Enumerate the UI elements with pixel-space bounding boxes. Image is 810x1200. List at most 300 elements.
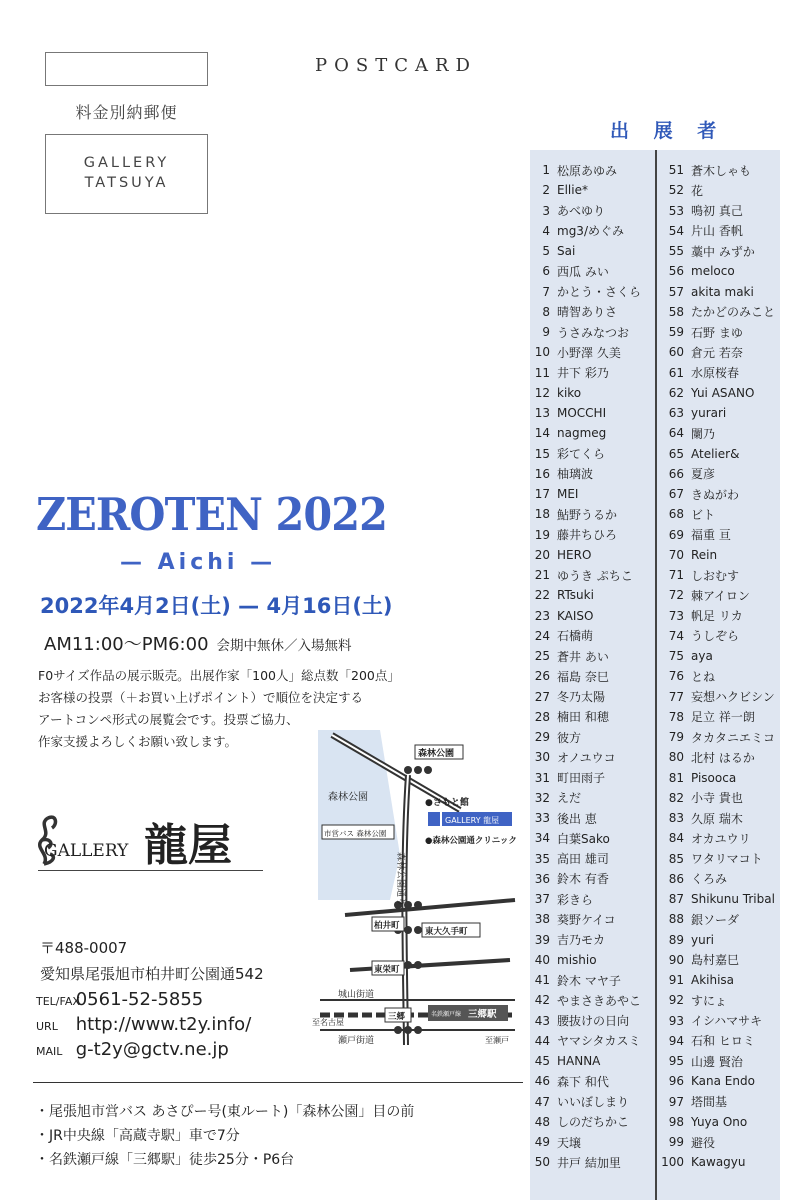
exhibitor-number: 76 [668, 669, 684, 684]
signal-dot [404, 1026, 412, 1034]
exhibitor-name: 島村嘉巳 [691, 953, 740, 968]
address-block [40, 935, 264, 987]
exhibitor-number: 26 [534, 669, 550, 684]
exhibitor-row [658, 747, 793, 767]
exhibitor-number: 42 [534, 993, 550, 1008]
exhibitor-name: うさみなつお [557, 325, 630, 340]
logo-text: GALLERY [44, 841, 129, 861]
exhibitor-name: 蒼木しゃも [691, 163, 752, 178]
exhibitor-number: 90 [668, 952, 684, 967]
exhibitor-row [530, 950, 655, 970]
exhibitor-number: 62 [668, 385, 684, 400]
access-divider [33, 1082, 523, 1083]
exhibitor-number: 4 [542, 223, 550, 238]
exhibitor-number: 73 [668, 608, 684, 623]
exhibitor-number: 50 [534, 1155, 550, 1170]
exhibitor-number: 91 [668, 973, 684, 988]
exhibitor-name: 町田雨子 [557, 771, 606, 786]
exhibitor-number: 20 [534, 547, 550, 562]
exhibitor-row [658, 707, 793, 727]
exhibitor-number: 14 [534, 426, 550, 441]
map-gallery-label: GALLERY 龍屋 [445, 816, 500, 825]
exhibitor-row [530, 504, 655, 524]
exhibitor-name: yurari [691, 406, 727, 421]
exhibitor-row [530, 302, 655, 322]
exhibitor-name: 小寺 貴也 [691, 791, 743, 806]
signal-dot [394, 1026, 402, 1034]
exhibitor-row [658, 282, 793, 302]
exhibitor-number: 41 [534, 973, 550, 988]
url-label: URL [36, 1020, 58, 1033]
exhibitor-number: 85 [668, 851, 684, 866]
exhibitor-row [530, 707, 655, 727]
exhibitor-row [530, 403, 655, 423]
exhibitor-row [658, 464, 793, 484]
exhibitor-number: 57 [668, 284, 684, 299]
exhibitor-number: 35 [534, 851, 550, 866]
exhibitor-row [530, 990, 655, 1010]
exhibitor-row [658, 261, 793, 281]
exhibitor-row [530, 828, 655, 848]
event-dates: 2022年4月2日(土) — 4月16日(土) [40, 594, 393, 618]
exhibitor-row [530, 909, 655, 929]
exhibitor-name: 夏彦 [691, 467, 716, 482]
exhibitor-number: 78 [668, 709, 684, 724]
exhibitor-name: 藁中 みずか [691, 244, 755, 259]
exhibitor-number: 66 [668, 466, 684, 481]
exhibitor-number: 84 [668, 831, 684, 846]
signal-dot [414, 926, 422, 934]
exhibitor-number: 29 [534, 730, 550, 745]
exhibitor-name: 高田 雄司 [557, 852, 609, 867]
exhibitor-number: 79 [668, 730, 684, 745]
exhibitor-row [530, 1031, 655, 1051]
exhibitor-row [530, 525, 655, 545]
exhibitor-number: 44 [534, 1033, 550, 1048]
exhibitor-name: とね [691, 669, 716, 684]
exhibitor-number: 64 [668, 426, 684, 441]
exhibitor-number: 55 [668, 244, 684, 259]
exhibitor-name: 吉乃モカ [557, 933, 606, 948]
exhibitor-row [530, 1011, 655, 1031]
exhibitor-number: 3 [542, 203, 550, 218]
exhibitor-row [658, 727, 793, 747]
exhibitor-name: タカタニエミコ [691, 730, 776, 745]
map-bus-stop: 市営バス 森林公園 [324, 829, 387, 838]
signal-dot [414, 766, 422, 774]
exhibitor-row [658, 241, 793, 261]
exhibitor-number: 7 [542, 284, 550, 299]
logo-underline [38, 870, 263, 871]
exhibitor-name: kiko [557, 385, 582, 400]
exhibitor-name: 小野澤 久美 [557, 345, 621, 360]
exhibitor-name: 天壌 [557, 1135, 582, 1150]
exhibitor-number: 24 [534, 628, 550, 643]
exhibitor-row [658, 930, 793, 950]
exhibitor-number: 13 [534, 406, 550, 421]
event-subtitle: — Aichi — [120, 550, 277, 575]
exhibitor-name: 銀ソーダ [691, 912, 740, 927]
exhibitor-number: 60 [668, 345, 684, 360]
tel-number: 0561-52-5855 [75, 989, 204, 1010]
map-park-label: 森林公園 [328, 792, 368, 803]
access-line: ・JR中央線「高蔵寺駅」車で7分 [35, 1128, 240, 1144]
exhibitor-name: きぬがわ [691, 487, 740, 502]
exhibitor-row [658, 585, 793, 605]
exhibitor-number: 59 [668, 325, 684, 340]
exhibitor-number: 56 [668, 264, 684, 279]
exhibitor-name: Akihisa [691, 973, 735, 988]
exhibitor-name: 葵野ケイコ [557, 912, 616, 927]
exhibitor-name: イシハマサキ [691, 1014, 763, 1029]
exhibitor-row [530, 606, 655, 626]
exhibitor-row [658, 849, 793, 869]
exhibitor-name: 避役 [691, 1135, 716, 1150]
exhibitor-row [658, 788, 793, 808]
exhibitor-row [530, 646, 655, 666]
exhibitor-number: 100 [661, 1155, 684, 1170]
exhibitor-name: 倉元 若奈 [691, 345, 743, 360]
exhibitor-number: 54 [668, 223, 684, 238]
exhibitor-number: 65 [668, 446, 684, 461]
exhibitor-number: 2 [542, 183, 550, 198]
exhibitor-row [658, 322, 793, 342]
access-line: ・名鉄瀬戸線「三郷駅」徒歩25分・P6台 [35, 1152, 295, 1168]
exhibitor-name: Pisooca [691, 770, 737, 785]
exhibitor-number: 88 [668, 912, 684, 927]
exhibitor-number: 67 [668, 487, 684, 502]
exhibitor-number: 46 [534, 1074, 550, 1089]
exhibitor-name: 井戸 結加里 [557, 1155, 621, 1170]
exhibitor-row [530, 626, 655, 646]
exhibitor-row [658, 383, 793, 403]
exhibitor-row [658, 666, 793, 686]
exhibitors-column-1 [530, 160, 655, 1173]
exhibitor-number: 93 [668, 1013, 684, 1028]
exhibitor-row [658, 1051, 793, 1071]
exhibitor-name: KAISO [557, 608, 594, 623]
exhibitor-number: 87 [668, 892, 684, 907]
event-hours [44, 630, 352, 656]
exhibitor-name: 北村 はるか [691, 750, 755, 765]
exhibitor-name: あべゆり [557, 204, 606, 219]
street-address: 愛知県尾張旭市柏井町公園通542 [40, 965, 264, 983]
exhibitor-row [658, 201, 793, 221]
exhibitor-row [658, 970, 793, 990]
postage-label: 料金別納郵便 [75, 103, 178, 122]
exhibitor-number: 43 [534, 1013, 550, 1028]
exhibitor-row [530, 565, 655, 585]
exhibitor-row [530, 889, 655, 909]
exhibitor-number: 61 [668, 365, 684, 380]
map-seto-kaido: 瀬戸街道 [338, 1036, 375, 1046]
exhibitor-name: くろみ [691, 872, 728, 887]
exhibitor-row [530, 423, 655, 443]
signal-dot [414, 901, 422, 909]
signal-dot [414, 961, 422, 969]
exhibitor-name: Yui ASANO [691, 385, 755, 400]
exhibitor-row [530, 687, 655, 707]
exhibitor-number: 63 [668, 406, 684, 421]
signal-dot [404, 766, 412, 774]
exhibitor-name: 腰抜けの日向 [557, 1014, 630, 1029]
map-to-seto: 至瀬戸 [485, 1036, 509, 1045]
map-kashiwai: 柏井町 [374, 921, 400, 931]
exhibitor-name: meloco [691, 264, 735, 279]
exhibitor-number: 97 [668, 1094, 684, 1109]
exhibitor-name: 闌乃 [691, 426, 716, 441]
exhibitor-name: オカユウリ [691, 831, 751, 846]
exhibitor-row [530, 869, 655, 889]
exhibitor-name: yuri [691, 932, 714, 947]
exhibitor-number: 99 [668, 1135, 684, 1150]
exhibitor-name: 花 [691, 183, 704, 198]
exhibitor-row [530, 666, 655, 686]
exhibitor-row [530, 464, 655, 484]
exhibitor-row [530, 160, 655, 180]
map-meitetsu: 名鉄瀬戸線 [431, 1011, 462, 1018]
exhibitor-row [658, 565, 793, 585]
exhibitor-row [658, 363, 793, 383]
exhibitor-row [530, 1071, 655, 1091]
exhibitor-row [530, 180, 655, 200]
exhibitor-number: 11 [534, 365, 550, 380]
exhibitor-name: MOCCHI [557, 406, 607, 421]
access-line: ・尾張旭市営バス あさぴー号(東ルート)「森林公園」目の前 [35, 1104, 415, 1120]
exhibitor-row [530, 545, 655, 565]
gallery-logo [36, 810, 266, 870]
exhibitor-name: 井下 彩乃 [557, 366, 609, 381]
exhibitor-name: やまさきあやこ [557, 993, 642, 1008]
exhibitor-name: 久原 瑞木 [691, 811, 743, 826]
exhibitor-row [658, 828, 793, 848]
access-map [310, 725, 525, 1055]
exhibitor-name: Sai [557, 244, 576, 259]
exhibitor-row [658, 1132, 793, 1152]
exhibitor-number: 72 [668, 588, 684, 603]
exhibitor-name: HERO [557, 547, 592, 562]
exhibitor-name: 鈴木 有香 [557, 872, 609, 887]
exhibitor-name: 彼方 [557, 730, 582, 745]
exhibitor-number: 95 [668, 1054, 684, 1069]
logo-kanji: 龍屋 [144, 820, 232, 870]
exhibitor-row [658, 1092, 793, 1112]
exhibitor-row [658, 221, 793, 241]
exhibitor-number: 70 [668, 547, 684, 562]
exhibitor-row [530, 727, 655, 747]
exhibitor-number: 75 [668, 649, 684, 664]
exhibitor-number: 19 [534, 527, 550, 542]
map-sakamotokan: ●さもと館 [425, 798, 469, 808]
signal-dot [404, 961, 412, 969]
exhibitor-name: 藤井ちひろ [557, 528, 618, 543]
stamp-box [45, 52, 208, 86]
exhibitor-row [658, 1031, 793, 1051]
exhibitor-name: 棘アイロン [691, 588, 750, 603]
exhibitor-name: 石橋萌 [557, 629, 594, 644]
exhibitor-number: 25 [534, 649, 550, 664]
exhibitor-name: mishio [557, 952, 597, 967]
exhibitor-name: Yuya Ono [691, 1114, 748, 1129]
park-area [318, 730, 400, 900]
exhibitor-row [658, 484, 793, 504]
exhibitor-number: 30 [534, 750, 550, 765]
exhibitor-name: 柚璃波 [557, 467, 594, 482]
exhibitor-number: 86 [668, 871, 684, 886]
exhibitor-number: 18 [534, 507, 550, 522]
exhibitor-number: 74 [668, 628, 684, 643]
exhibitor-name: mg3/めぐみ [557, 224, 624, 239]
exhibitor-row [658, 889, 793, 909]
exhibitor-name: Kawagyu [691, 1155, 746, 1170]
exhibitor-name: 後出 恵 [557, 811, 597, 826]
exhibitor-name: Shikunu Tribal [691, 892, 775, 907]
signal-dot [404, 926, 412, 934]
exhibitor-row [658, 909, 793, 929]
exhibitor-number: 71 [668, 568, 684, 583]
exhibitor-name: 冬乃太陽 [557, 690, 606, 705]
map-station: 三郷駅 [468, 1009, 497, 1020]
exhibitor-name: えだ [557, 791, 582, 806]
exhibitor-row [658, 423, 793, 443]
signal-dot [424, 766, 432, 774]
email-link[interactable]: g-t2y@gctv.ne.jp [75, 1039, 229, 1060]
exhibitor-number: 39 [534, 932, 550, 947]
exhibitor-name: 水原桜春 [691, 366, 740, 381]
exhibitor-name: 帆足 リカ [691, 609, 743, 624]
exhibitor-row [530, 747, 655, 767]
description-line: F0サイズ作品の展示販売。出展作家「100人」総点数「200点」 [38, 668, 400, 683]
exhibitor-row [658, 504, 793, 524]
exhibitor-number: 49 [534, 1135, 550, 1150]
exhibitor-number: 94 [668, 1033, 684, 1048]
exhibitor-number: 27 [534, 689, 550, 704]
exhibitor-number: 51 [668, 163, 684, 178]
exhibitor-name: 鈴木 マヤ子 [557, 973, 621, 988]
exhibitor-name: 片山 香帆 [691, 224, 743, 239]
website-link[interactable]: http://www.t2y.info/ [75, 1014, 252, 1035]
exhibitor-name: 楠田 和穂 [557, 710, 609, 725]
exhibitor-row [658, 990, 793, 1010]
exhibitor-row [658, 1071, 793, 1091]
exhibitor-name: たかどのみこと [691, 305, 776, 320]
exhibitor-row [658, 626, 793, 646]
exhibitor-name: 白葉Sako [557, 831, 610, 846]
exhibitor-name: ヤマシタカスミ [557, 1034, 641, 1049]
event-title: ZEROTEN 2022 [36, 488, 388, 541]
exhibitor-name: 彩てくら [557, 447, 606, 462]
exhibitor-name: Kana Endo [691, 1074, 755, 1089]
exhibitor-name: いいぼしまり [557, 1095, 630, 1110]
exhibitor-row [530, 930, 655, 950]
exhibitors-heading: 出 展 者 [610, 120, 726, 142]
exhibitor-name: しのだちかこ [557, 1115, 630, 1130]
exhibitor-row [530, 808, 655, 828]
exhibitor-row [530, 1051, 655, 1071]
opening-hours: AM11:00〜PM6:00 [44, 634, 209, 655]
exhibitor-row [530, 1112, 655, 1132]
access-info [35, 1100, 414, 1172]
exhibitors-column-2 [658, 160, 793, 1173]
exhibitor-name: akita maki [691, 284, 754, 299]
exhibitor-name: 福重 亘 [691, 528, 731, 543]
exhibitor-row [530, 261, 655, 281]
exhibitor-number: 34 [534, 831, 550, 846]
exhibitor-number: 21 [534, 568, 550, 583]
exhibitor-name: ゆうき ぷちこ [557, 568, 633, 583]
exhibitor-name: 山邊 賢治 [691, 1054, 743, 1069]
exhibitor-number: 80 [668, 750, 684, 765]
exhibitor-number: 89 [668, 932, 684, 947]
exhibitor-row [530, 970, 655, 990]
exhibitor-number: 83 [668, 811, 684, 826]
exhibitor-name: 蒼井 あい [557, 649, 609, 664]
exhibitor-number: 1 [542, 163, 550, 178]
road-kashiwai [345, 900, 515, 915]
exhibitor-row [530, 768, 655, 788]
exhibitor-name: 鳴初 真己 [691, 204, 743, 219]
exhibitor-row [530, 363, 655, 383]
exhibitor-row [530, 1132, 655, 1152]
exhibitor-row [530, 241, 655, 261]
exhibitor-name: 塔間基 [691, 1095, 728, 1110]
exhibitor-number: 81 [668, 770, 684, 785]
exhibitor-row [530, 585, 655, 605]
exhibitor-number: 38 [534, 912, 550, 927]
exhibitor-name: Rein [691, 547, 718, 562]
exhibitor-name: ビト [691, 507, 716, 522]
exhibitor-row [658, 950, 793, 970]
exhibitor-number: 40 [534, 952, 550, 967]
exhibitor-name: Ellie* [557, 183, 588, 198]
exhibitor-row [658, 403, 793, 423]
exhibitor-number: 23 [534, 608, 550, 623]
exhibitor-row [658, 646, 793, 666]
exhibitor-number: 31 [534, 770, 550, 785]
exhibitor-number: 69 [668, 527, 684, 542]
exhibitor-number: 53 [668, 203, 684, 218]
exhibitor-number: 22 [534, 588, 550, 603]
gallery-name-box [45, 134, 208, 214]
exhibitor-row [530, 201, 655, 221]
exhibitor-row [658, 808, 793, 828]
exhibitor-number: 77 [668, 689, 684, 704]
exhibitor-name: 福島 奈巳 [557, 669, 609, 684]
tel-label: TEL/FAX [36, 995, 80, 1008]
exhibitor-name: 石和 ヒロミ [691, 1034, 755, 1049]
exhibitor-name: 足立 祥一朗 [691, 710, 755, 725]
exhibitor-name: 晴智ありさ [557, 305, 618, 320]
exhibitor-row [530, 322, 655, 342]
exhibitor-row [658, 180, 793, 200]
exhibitor-name: Atelier& [691, 446, 740, 461]
exhibitor-row [658, 525, 793, 545]
exhibitor-row [530, 221, 655, 241]
exhibitor-name: HANNA [557, 1054, 601, 1069]
mail-label: MAIL [36, 1045, 63, 1058]
exhibitor-name: RTsuki [557, 588, 594, 603]
exhibitor-row [658, 160, 793, 180]
exhibitor-name: オノユウコ [557, 750, 616, 765]
exhibitor-name: MEI [557, 487, 579, 502]
signal-dot [414, 1026, 422, 1034]
exhibitor-name: 彩きら [557, 892, 594, 907]
exhibitor-name: 鮎野うるか [557, 507, 618, 522]
map-park-signal: 森林公園 [418, 749, 455, 759]
map-street: 森林公園通り [395, 852, 405, 907]
exhibitor-row [658, 1011, 793, 1031]
exhibitor-number: 47 [534, 1094, 550, 1109]
